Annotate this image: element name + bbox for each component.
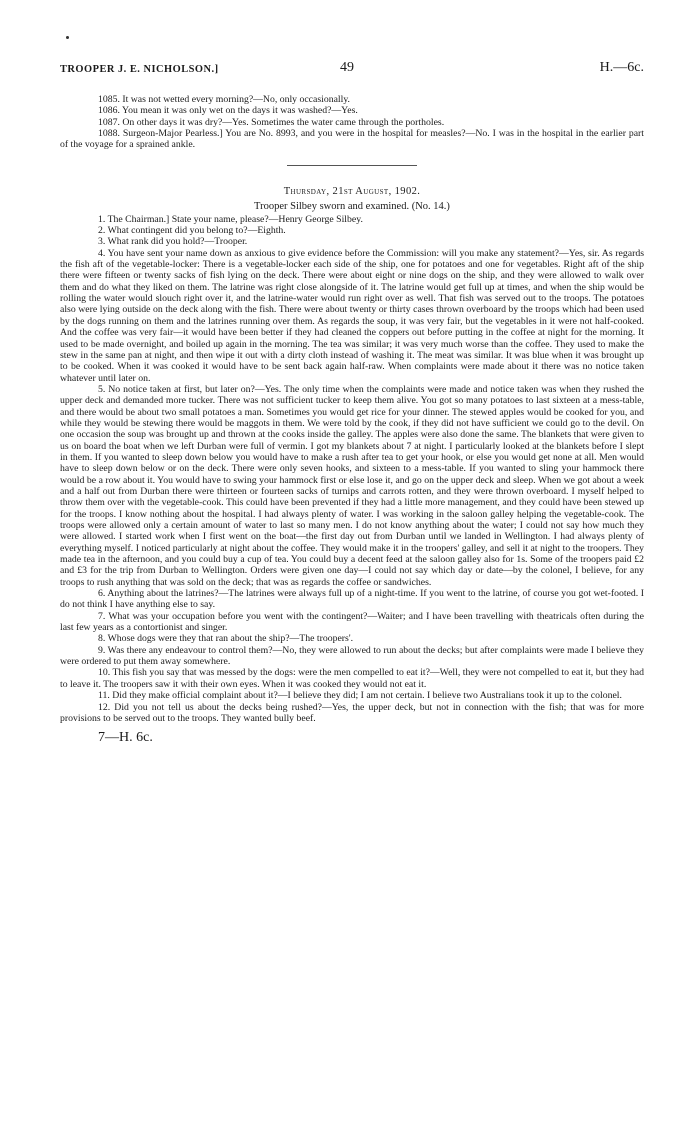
question-1087: 1087. On other days it was dry?—Yes. Sometimes the water came through the portholes. <box>98 116 445 128</box>
question-5: 5. No notice taken at first, but later on?—Yes. The only time when the complaints were made and notice taken was when they rushed the upper deck and demanded more tucker. There was not sufficient tucker to keep them alive. You got so many potatoes to last sixteen at a mess-table, and there would be about two small potatoes a man. Sometimes you would get rice for your dinner. The stewed apples would be cooked for you, and while they would be stewing there would be maggots in them. We were told by the cook, if they did not have sufficient we could go to the devil. On one occasion the soup was brought up and thrown at the cooks inside the galley. The apples were also done the same. The blankets that were given to us on board the boat when we left Durban were full of vermin. I got my blankets about 7 at night. I particularly looked at the blankets before I slept in them. If you wanted to sleep down below you would have to make a rush after tea to get your hook, or else you would get none at all. Men would have to sleep down below or on the deck. There were only seven hooks, and sixteen to a mess-table. If you wanted to sling your hammock there would be a row about it. You would have to swing your hammock first or else lose it, and go on the upper deck and sleep. When we got about a week and a half out from Durban there were thirteen or fourteen sacks of turnips and carrots rotten, and they were thrown overboard. I myself helped to throw them over with the vegetable-cook. This could have been prevented if they had a little more management, and they could have been stewed up for the troops. I know nothing about the hospital. I had always plenty of water. I was working in the saloon galley helping the vegetable-cook. The troops were allowed only a certain amount of water to last so many men. I do not know anything about the water; I could not say how much they were allowed. I started work when I first went on the boat—the first day out from Durban until we landed in Wellington. I had always plenty of everything myself. I noticed particularly at night about the coffee. They would make it in the troopers' galley, and sell it at night to the troopers. They made tea in the afternoon, and you could buy a cup of tea. You could buy a decent feed at the saloon galley also for 1s. Some of the troopers paid £2 and £3 for the trip from Durban to Wellington. Orders were given one day—I could not say which day or date—by the colonel, I believe, for any troops to rush anything that was sold on the deck; that was as regards the coffee or sandwiches. <box>60 383 644 588</box>
question-1086: 1086. You mean it was only wet on the days it was washed?—Yes. <box>98 105 358 117</box>
evidence-block-previous <box>60 94 644 151</box>
question-9: 9. Was there any endeavour to control them?—No, they were allowed to run about the decks; but after complaints were made I believe they were ordered to put them away somewhere. <box>60 644 644 668</box>
header-witness: TROOPER J. E. NICHOLSON.] <box>60 64 219 75</box>
document-page <box>60 60 644 746</box>
question-1088: 1088. Surgeon-Major Pearless.] You are No. 8993, and you were in the hospital for measles?—No. I was in the hospital in the earlier part of the voyage for a sprained ankle. <box>60 128 644 151</box>
question-1: 1. The Chairman.] State your name, please?—Henry George Silbey. <box>98 213 363 225</box>
margin-mark <box>66 36 69 39</box>
sworn-line: Trooper Silbey sworn and examined. (No. 14.) <box>254 200 450 212</box>
question-12: 12. Did you not tell us about the decks being rushed?—Yes, the upper deck, but not in connection with the fish; that was for more provisions to be served out to the troops. They wanted bully beef. <box>60 701 644 724</box>
date-heading: Thursday, 21st August, 1902. <box>283 185 421 197</box>
question-1085: 1085. It was not wetted every morning?—No, only occasionally. <box>98 94 350 105</box>
question-8: 8. Whose dogs were they that ran about the ship?—The troopers'. <box>98 633 354 645</box>
page-number: 49 <box>340 60 354 75</box>
question-6: 6. Anything about the latrines?—The latrines were always full up of a night-time. If you went to the latrine, of course you got wet-footed. I do not think I have anything else to say. <box>60 588 644 611</box>
page-header <box>60 60 644 78</box>
question-10: 10. This fish you say that was messed by the dogs: were the men compelled to eat it?—Well, they were not compelled to eat it, but they had to leave it. The troopers saw it with their own eyes. When it was cooked they would not eat it. <box>60 667 644 690</box>
question-4: 4. You have sent your name down as anxious to give evidence before the Commission: will you make any statement?—Yes, sir. As regards the fish aft of the vegetable-locker: There is a vegetable-locker each side of the ship, one for potatoes and one for vegetables. Right aft of the ship there were fifteen or twenty sacks of fish lying on the deck. There were about eight or nine dogs on the ship, and they were allowed to walk over them and do what they liked on them. The latrine was right close alongside of it. The latrine would get full up at times, and when the ship would be rolling the water would slouch right over it, and the latrine-water would run right over as well. That fish was served out to the troops. The potatoes also were lying outside on the deck along with the fish. There were about twenty or thirty cases thrown overboard by the troops which had been used by the dogs running on them and the latrines running over them. As regards the soup, it was very fair, but the vegetables in it were not half-cooked. And the coffee was very fair—it would have been better if they had cleaned the coppers out before putting in the coffee at night for the morning. It used to be made overnight, and boiled up again in the morning. The tea was similar; it was very much worse than the coffee. They used to make the stew in the same pan at night, and then wipe it out with a dirty cloth instead of washing it. The meat was similar. It was blue when it was brought up to be cooked. When it was cooked it would have to be sent back again half-raw. When complaints were made about it there was no notice taken whatever until later on. <box>60 247 644 384</box>
question-7: 7. What was your occupation before you went with the contingent?—Waiter; and I have been travelling with theatricals often during the last few years as a contortionist and singer. <box>60 610 644 634</box>
document-code: H.—6c. <box>599 60 644 75</box>
section-divider <box>287 165 417 166</box>
question-3: 3. What rank did you hold?—Trooper. <box>98 236 248 248</box>
evidence-block-silbey <box>60 214 644 724</box>
signature-mark: 7—H. 6c. <box>98 730 153 746</box>
question-2: 2. What contingent did you belong to?—Eighth. <box>98 225 286 237</box>
question-11: 11. Did they make official complaint about it?—I believe they did; I am not certain. I believe two Australians took it up to the colonel. <box>98 690 622 702</box>
